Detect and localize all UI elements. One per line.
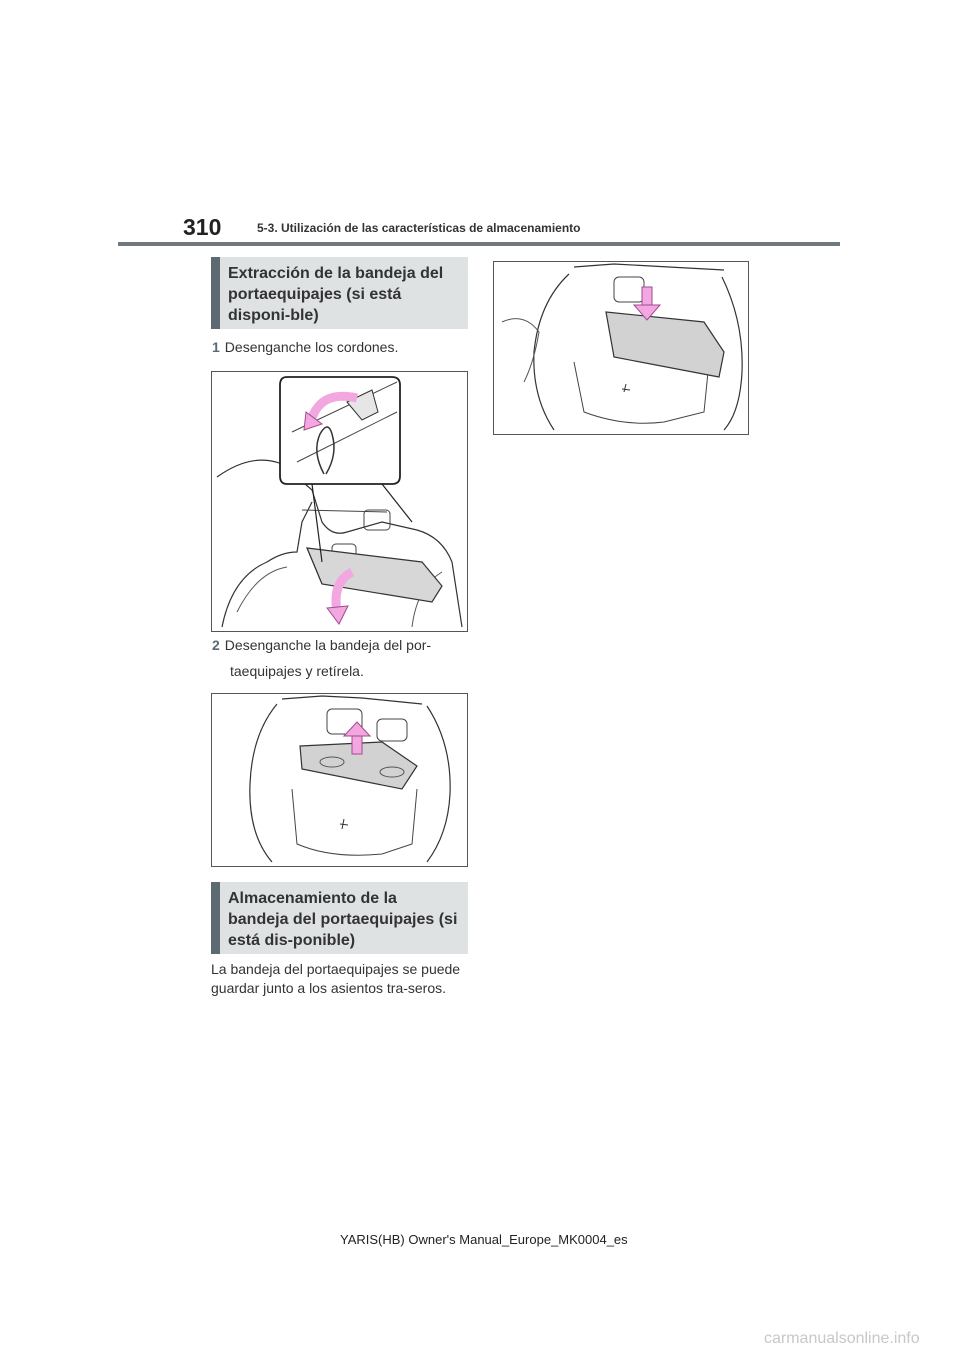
header-rule (118, 242, 840, 246)
watermark: carmanualsonline.info (764, 1330, 920, 1347)
footer-manual-id: YARIS(HB) Owner's Manual_Europe_MK0004_es (340, 1232, 628, 1247)
storage-paragraph: La bandeja del portaequipajes se puede guardar junto a los asientos tra-seros. (211, 961, 461, 996)
illustration-store-tray (493, 261, 749, 435)
step-text: Desenganche la bandeja del por- (224, 637, 432, 653)
illustration-unhook-cords (211, 371, 468, 632)
section-title: 5-3. Utilización de las características de almacenamiento (257, 221, 581, 235)
step-text-continuation: taequipajes y retírela. (230, 663, 364, 679)
heading-remove-tray: Extracción de la bandeja del portaequipajes (si está disponi-ble) (211, 257, 468, 329)
heading-store-tray: Almacenamiento de la bandeja del portaequipajes (si está dis-ponible) (211, 882, 468, 954)
page-number: 310 (183, 214, 222, 240)
illustration-remove-tray (211, 693, 468, 867)
step-2 (212, 632, 472, 684)
step-1 (212, 334, 472, 360)
step-number: 1 (212, 339, 220, 355)
step-number: 2 (212, 637, 220, 653)
step-text: Desenganche los cordones. (224, 339, 399, 355)
